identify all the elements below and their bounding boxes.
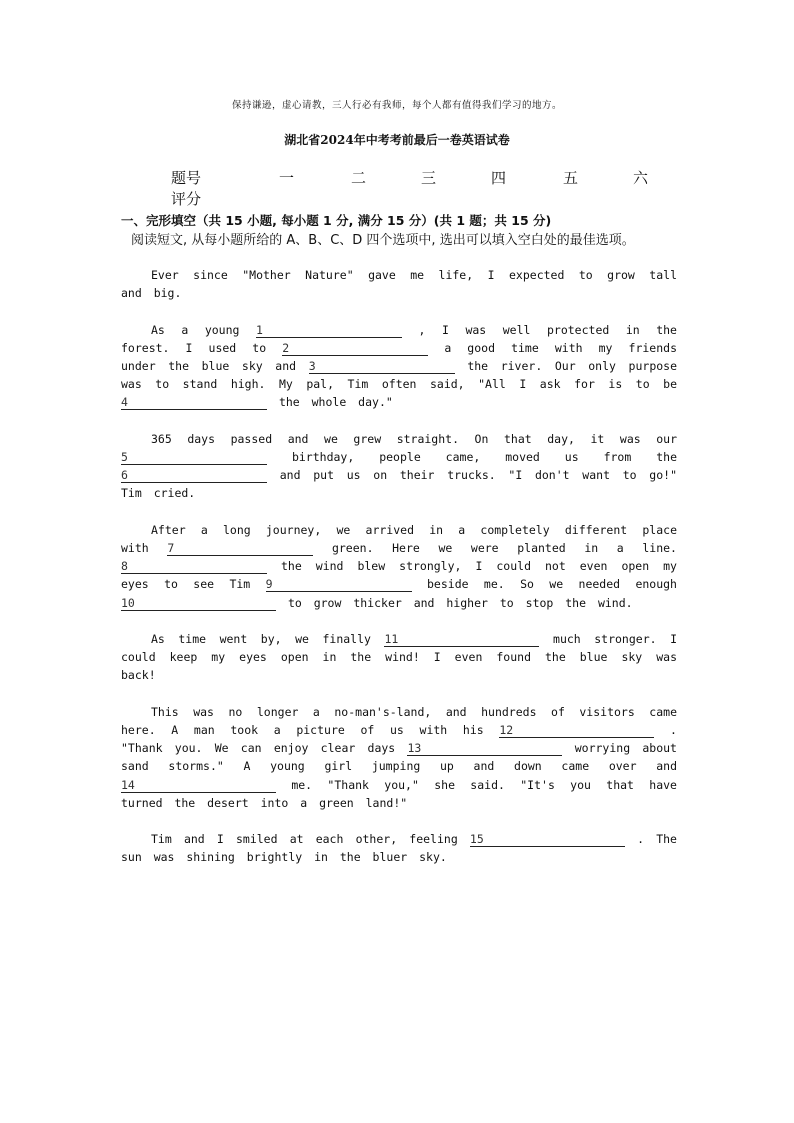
blank-12[interactable]: 12 — [499, 723, 654, 738]
blank-8[interactable]: 8 — [121, 559, 267, 574]
paragraph-4 — [121, 521, 677, 612]
blank-4[interactable]: 4 — [121, 395, 267, 410]
score-table-col-2: 二 — [351, 169, 367, 187]
score-table-col-6: 六 — [633, 169, 649, 187]
blank-6[interactable]: 6 — [121, 468, 267, 483]
paragraph-6 — [121, 703, 677, 812]
blank-2[interactable]: 2 — [282, 341, 428, 356]
score-table-col-1: 一 — [279, 169, 295, 187]
paragraph-text: much stronger. I could keep my eyes open in the wind! I even found the blue sky was back! — [121, 632, 677, 683]
section-heading: 一、完形填空（共 15 小题, 每小题 1 分, 满分 15 分）(共 1 题；共 15 分) — [121, 213, 552, 228]
blank-1[interactable]: 1 — [256, 323, 402, 338]
blank-3[interactable]: 3 — [309, 359, 455, 374]
blank-5[interactable]: 5 — [121, 450, 267, 465]
paragraph-text: the whole day." — [278, 395, 393, 410]
paragraph-7 — [121, 830, 677, 866]
paragraph-text: birthday, people came, moved us from the — [291, 450, 677, 464]
paragraph-text: Ever since "Mother Nature" gave me life, I expected to grow tall and big. — [121, 268, 677, 301]
section-instruction: 阅读短文, 从每小题所给的 A、B、C、D 四个选项中, 选出可以填入空白处的最佳选项。 — [131, 233, 635, 248]
paragraph-text: . "Thank you. We can enjoy clear days — [121, 723, 677, 756]
score-table-col-5: 五 — [563, 169, 579, 187]
score-table-label-question: 题号 — [171, 169, 202, 187]
paragraph-5 — [121, 630, 677, 685]
paragraph-text: Tim and I smiled at each other, feeling — [151, 832, 458, 847]
blank-10[interactable]: 10 — [121, 596, 276, 611]
paragraph-text: the river. Our only purpose was to stand high. My pal, Tim often said, "All I ask for is to be — [121, 359, 678, 392]
paragraph-text: 365 days passed and we grew straight. On that day, it was our — [151, 431, 677, 446]
blank-11[interactable]: 11 — [384, 632, 539, 647]
blank-14[interactable]: 14 — [121, 778, 276, 793]
paragraph-text: a good time with my friends under the blue sky and — [121, 340, 677, 373]
paragraph-text: After a long journey, we arrived in a completely different place with — [121, 522, 677, 555]
paragraph-2 — [121, 321, 677, 412]
blank-9[interactable]: 9 — [266, 577, 412, 592]
score-table-col-3: 三 — [421, 169, 437, 187]
paragraph-text: worrying about sand storms." A young girl jumping up and down came over and — [121, 741, 677, 774]
score-table-col-4: 四 — [491, 169, 507, 187]
paragraph-3 — [121, 430, 677, 503]
paragraph-text: the wind blew strongly, I could not even open my eyes to see Tim — [121, 559, 677, 592]
paragraph-text: As time went by, we finally — [151, 632, 371, 646]
paragraph-text: and put us on their trucks. "I don't want to go!" Tim cried. — [121, 468, 677, 501]
score-table — [171, 167, 671, 207]
paragraph-text: As a young — [151, 322, 240, 337]
paragraph-1 — [121, 266, 677, 302]
paragraph-text: me. "Thank you," she said. "It's you that have turned the desert into a green land!" — [121, 777, 677, 810]
cloze-passage — [121, 266, 677, 885]
header-motto: 保持谦逊，虚心请教，三人行必有我师，每个人都有值得我们学习的地方。 — [231, 100, 562, 111]
blank-15[interactable]: 15 — [470, 832, 625, 847]
score-table-label-score: 评分 — [171, 190, 202, 208]
paragraph-text: , I was well protected in the forest. I used to — [121, 322, 677, 355]
blank-7[interactable]: 7 — [167, 541, 313, 556]
exam-title: 湖北省2024年中考考前最后一卷英语试卷 — [284, 133, 510, 147]
paragraph-text: beside me. So we needed enough — [427, 577, 677, 592]
blank-13[interactable]: 13 — [407, 741, 562, 756]
paragraph-text: This was no longer a no-man's-land, and hundreds of visitors came here. A man took a picture of us with his — [121, 704, 677, 737]
paragraph-text: . The sun was shining brightly in the bluer sky. — [121, 832, 677, 865]
paragraph-text: to grow thicker and higher to stop the wind. — [287, 595, 633, 610]
paragraph-text: green. Here we were planted in a line. — [331, 541, 677, 555]
